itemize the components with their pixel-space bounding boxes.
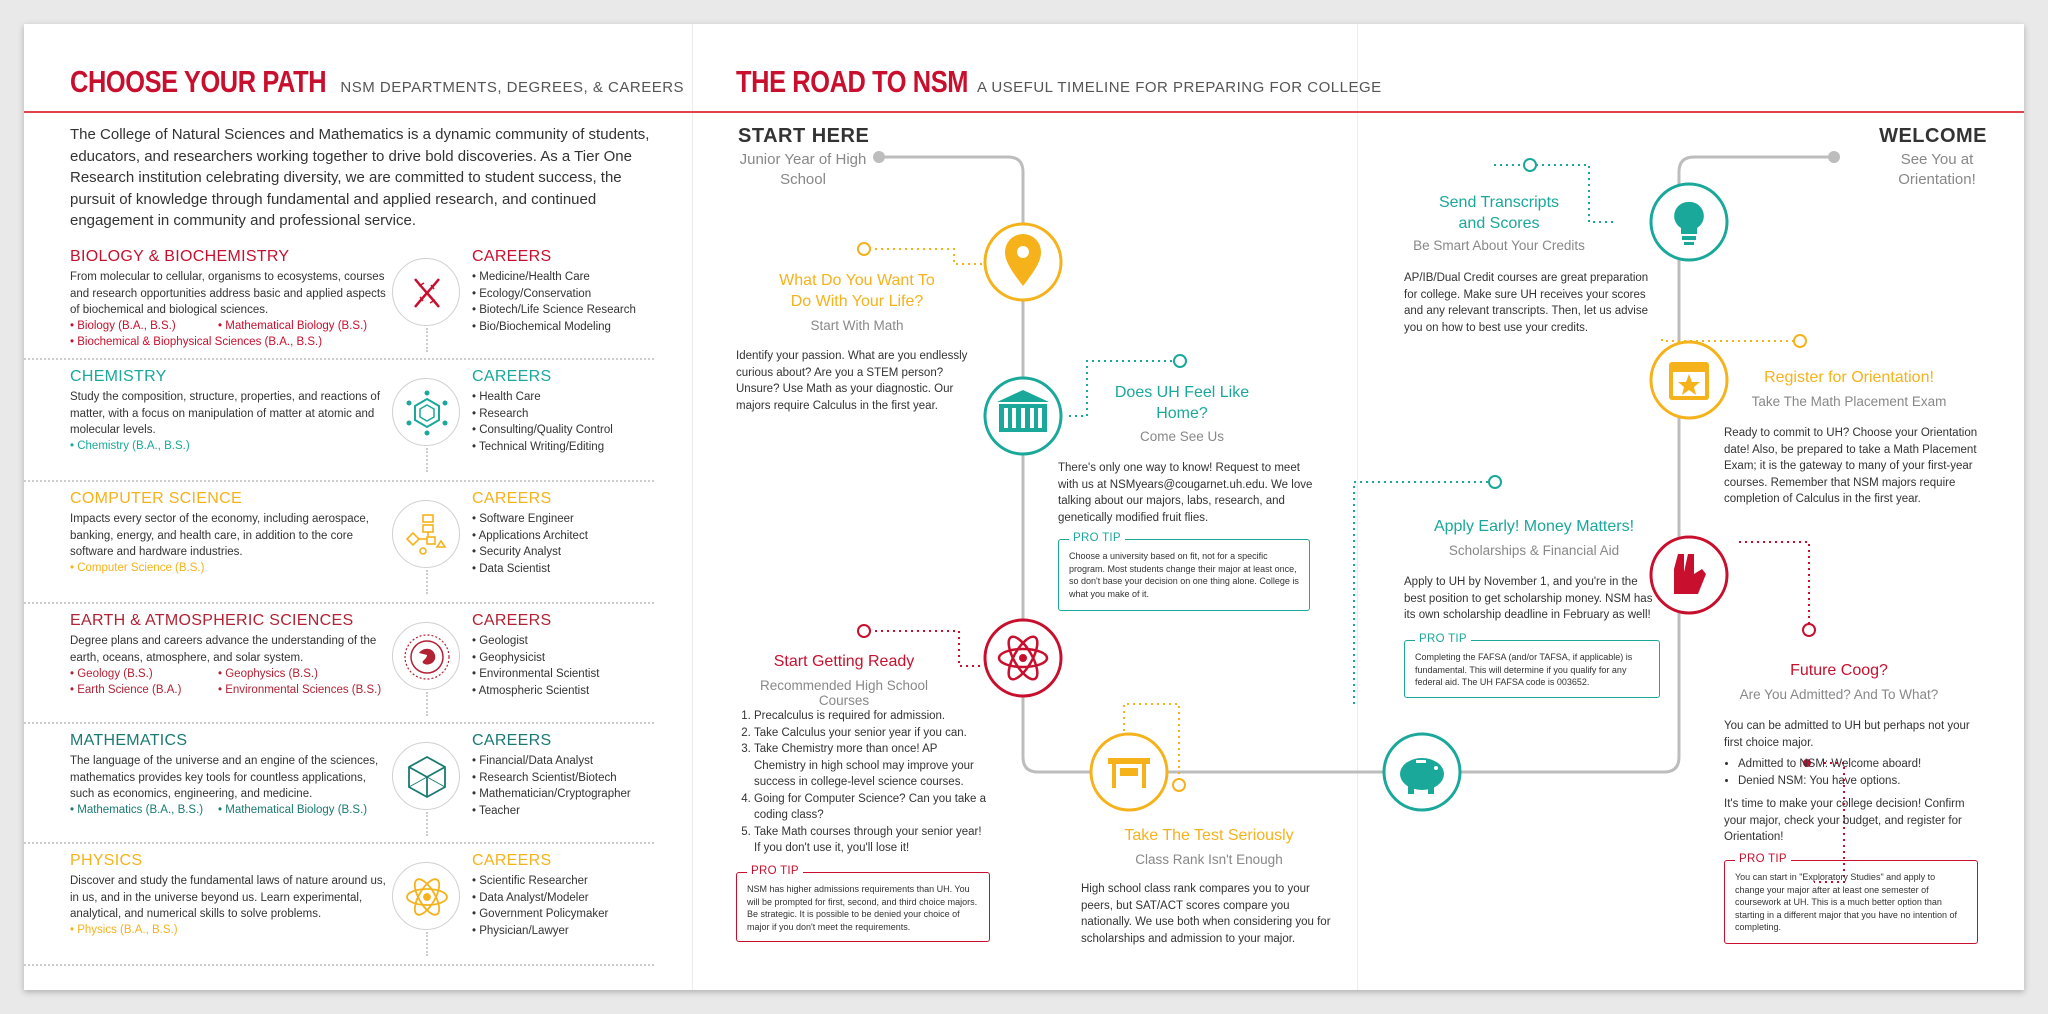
careers-list: CAREERS • Medicine/Health Care • Ecology/Conservation • Biotech/Life Science Research • Bio/Biochemical Modeling — [472, 248, 682, 335]
start-here-sub: Junior Year of High School — [739, 151, 867, 188]
brochure-sheet — [24, 24, 2024, 990]
step-apply-sub: Scholarships & Financial Aid — [1448, 543, 1620, 558]
choose-path-title: CHOOSE YOUR PATH — [70, 64, 327, 99]
step-coog-body2: It's time to make your college decision! Confirm your major, check your budget, and register for Orientation! — [1724, 798, 1965, 843]
careers-list: CAREERS • Financial/Data Analyst • Research Scientist/Biotech • Mathematician/Cryptographer • Teacher — [472, 732, 682, 819]
step-home-title: Does UH Feel Like Home? — [1114, 384, 1250, 422]
step-register-title: Register for Orientation! — [1764, 369, 1934, 386]
pro-tip-ready: PRO TIP NSM has higher admissions requirements than UH. You will be prompted for first, second, and third choice majors. Be strategic. It is possible to be denied your choice of major if you don't meet the requirements. — [736, 872, 990, 942]
step-test-body: High school class rank compares you to your peers, but SAT/ACT scores compare you nationally. We use both when considering you for scholarships and admission to your major. — [1081, 883, 1331, 945]
pro-tip-home: PRO TIP Choose a university based on fit, not for a specific program. Most students change their major at least once, so don't base your decision on one thing alone. College is what you make of it. — [1058, 539, 1310, 611]
step-transcripts-body: AP/IB/Dual Credit courses are great preparation for college. Make sure UH receives your scores and any relevant transcripts. Then, let us advise you on how to best use your credits. — [1404, 272, 1649, 334]
dept-name: PHYSICS — [70, 852, 143, 869]
intro-paragraph: The College of Natural Sciences and Mathematics is a dynamic community of students, educators, and researchers working together to drive bold discoveries. As a Tier One Research institution celebrating diversity, we are committed to student success, the pursuit of knowledge through fundamental and applied research, and continued engagement in community and professional service. — [70, 126, 650, 229]
road-subtitle: A USEFUL TIMELINE FOR PREPARING FOR COLLEGE — [977, 79, 1382, 96]
choose-path-subtitle: NSM DEPARTMENTS, DEGREES, & CAREERS — [340, 79, 685, 96]
degree-item[interactable]: • Mathematical Biology (B.S.) — [218, 804, 368, 816]
step-transcripts-title: Send Transcripts and Scores — [1438, 194, 1560, 232]
building-icon — [985, 378, 1061, 454]
degree-item[interactable]: • Biochemical & Biophysical Sciences (B.A., B.S.) — [70, 336, 323, 348]
atom-icon — [985, 620, 1061, 696]
dept-name: COMPUTER SCIENCE — [70, 490, 242, 507]
pro-tip-apply: PRO TIP Completing the FAFSA (and/or TAFSA, if applicable) is fundamental. This will determine if you qualify for any federal aid. The UH FAFSA code is 003652. — [1404, 640, 1660, 698]
step-apply-body: Apply to UH by November 1, and you're in the best position to get scholarship money. NSM has its own scholarship deadline in February as well! — [1404, 576, 1653, 621]
step-test-title: Take The Test Seriously — [1124, 827, 1294, 844]
step-register-sub: Take The Math Placement Exam — [1751, 394, 1947, 409]
dept-desc: From molecular to cellular, organisms to ecosystems, courses and research opportunities address basic and applied aspects of biochemical and biological sciences. — [70, 271, 386, 316]
degree-item[interactable]: • Mathematics (B.A., B.S.) — [70, 804, 204, 816]
step-coog-sub: Are You Admitted? And To What? — [1739, 687, 1939, 702]
dept-name: CHEMISTRY — [70, 368, 167, 385]
pro-tip-coog: PRO TIP You can start in "Exploratory Studies" and apply to change your major after at least one semester of coursework at UH. This is a much better option than starting in a different major that you have no intention of completing. — [1724, 860, 1978, 944]
dept-desc: Discover and study the fundamental laws of nature around us, in us, and in the universe beyond us. Learn experimental, analytical, and numerical skills to solve problems. — [70, 875, 386, 920]
course-list: 1. Precalculus is required for admission. 2. Take Calculus your senior year if you can. 3. Take Chemistry more than once! AP Chemistry in high school may improve your success in college-level science courses. 4. Going for Computer Science? Can you take a coding class? 5. Take Math courses through your senior year! If you don't use it, you'll lose it! — [736, 708, 988, 857]
degree-item[interactable]: • Biology (B.A., B.S.) — [70, 320, 176, 332]
degree-item[interactable]: • Geology (B.S.) — [70, 668, 153, 680]
step-ready-sub: Recommended High School Courses — [759, 678, 929, 708]
map-pin-icon — [985, 224, 1061, 300]
step-apply-title: Apply Early! Money Matters! — [1433, 518, 1635, 535]
dept-desc: The language of the universe and an engine of the sciences, mathematics provides key tools for countless applications, such as economics, engineering, and medicine. — [70, 755, 379, 800]
careers-list: CAREERS • Software Engineer • Applications Architect • Security Analyst • Data Scientist — [472, 490, 682, 577]
degree-item[interactable]: • Mathematical Biology (B.S.) — [218, 320, 368, 332]
cougar-hand-icon — [1651, 537, 1727, 613]
careers-list: CAREERS • Geologist • Geophysicist • Environmental Scientist • Atmospheric Scientist — [472, 612, 682, 699]
degree-item[interactable]: • Computer Science (B.S.) — [70, 562, 205, 574]
degree-item[interactable]: • Chemistry (B.A., B.S.) — [70, 440, 190, 452]
degree-item[interactable]: • Geophysics (B.S.) — [218, 668, 318, 680]
step-ready-title: Start Getting Ready — [773, 653, 915, 670]
desk-icon — [1091, 734, 1167, 810]
step-coog-title: Future Coog? — [1790, 662, 1888, 679]
dept-name: BIOLOGY & BIOCHEMISTRY — [70, 248, 290, 265]
step-test-sub: Class Rank Isn't Enough — [1135, 852, 1283, 867]
degree-item[interactable]: • Earth Science (B.A.) — [70, 684, 182, 696]
dept-name: EARTH & ATMOSPHERIC SCIENCES — [70, 612, 354, 629]
degree-item[interactable]: • Environmental Sciences (B.S.) — [218, 684, 382, 696]
step-coog-body: You can be admitted to UH but perhaps not your first choice major. — [1724, 720, 1970, 749]
degree-item[interactable]: • Physics (B.A., B.S.) — [70, 924, 178, 936]
dept-desc: Study the composition, structure, properties, and reactions of matter, with a focus on manipulation of matter at atomic and molecular levels. — [70, 391, 381, 436]
road-title: THE ROAD TO NSM — [736, 64, 969, 99]
calendar-star-icon — [1651, 342, 1727, 418]
careers-list: CAREERS • Scientific Researcher • Data Analyst/Modeler • Government Policymaker • Physician/Lawyer — [472, 852, 682, 939]
admission-outcomes: • Admitted to NSM: Welcome aboard! • Denied NSM: You have options. — [1724, 756, 1974, 789]
step-want-title: What Do You Want To Do With Your Life? — [779, 272, 935, 310]
step-want-body: Identify your passion. What are you endlessly curious about? Are you a STEM person? Unsure? Use Math as your diagnostic. Our majors require Calculus in the first year. — [736, 350, 968, 412]
step-register-body: Ready to commit to UH? Choose your Orientation date! Also, be prepared to take a Math Placement Exam; it is the gateway to many of your first-year courses. Remember that NSM majors require completion of Calculus in the first year. — [1724, 427, 1978, 505]
piggy-bank-icon — [1384, 734, 1460, 810]
step-home-sub: Come See Us — [1139, 429, 1225, 444]
careers-list: CAREERS • Health Care • Research • Consulting/Quality Control • Technical Writing/Editing — [472, 368, 682, 455]
dept-desc: Degree plans and careers advance the understanding of the earth, oceans, atmosphere, and solar system. — [70, 635, 377, 664]
step-want-sub: Start With Math — [810, 318, 904, 333]
welcome-title: WELCOME — [1879, 125, 1987, 147]
welcome-sub: See You at Orientation! — [1898, 151, 1976, 188]
step-transcripts-sub: Be Smart About Your Credits — [1413, 238, 1585, 253]
step-home-body: There's only one way to know! Request to meet with us at NSMyears@cougarnet.uh.edu. We love talking about our majors, labs, research, and genetically modified fruit flies. — [1058, 462, 1313, 524]
dept-name: MATHEMATICS — [70, 732, 188, 749]
dept-desc: Impacts every sector of the economy, including aerospace, banking, energy, and health care, in addition to the core software and hardware industries. — [70, 513, 369, 558]
lightbulb-icon — [1651, 184, 1727, 260]
start-here-title: START HERE — [738, 125, 870, 147]
